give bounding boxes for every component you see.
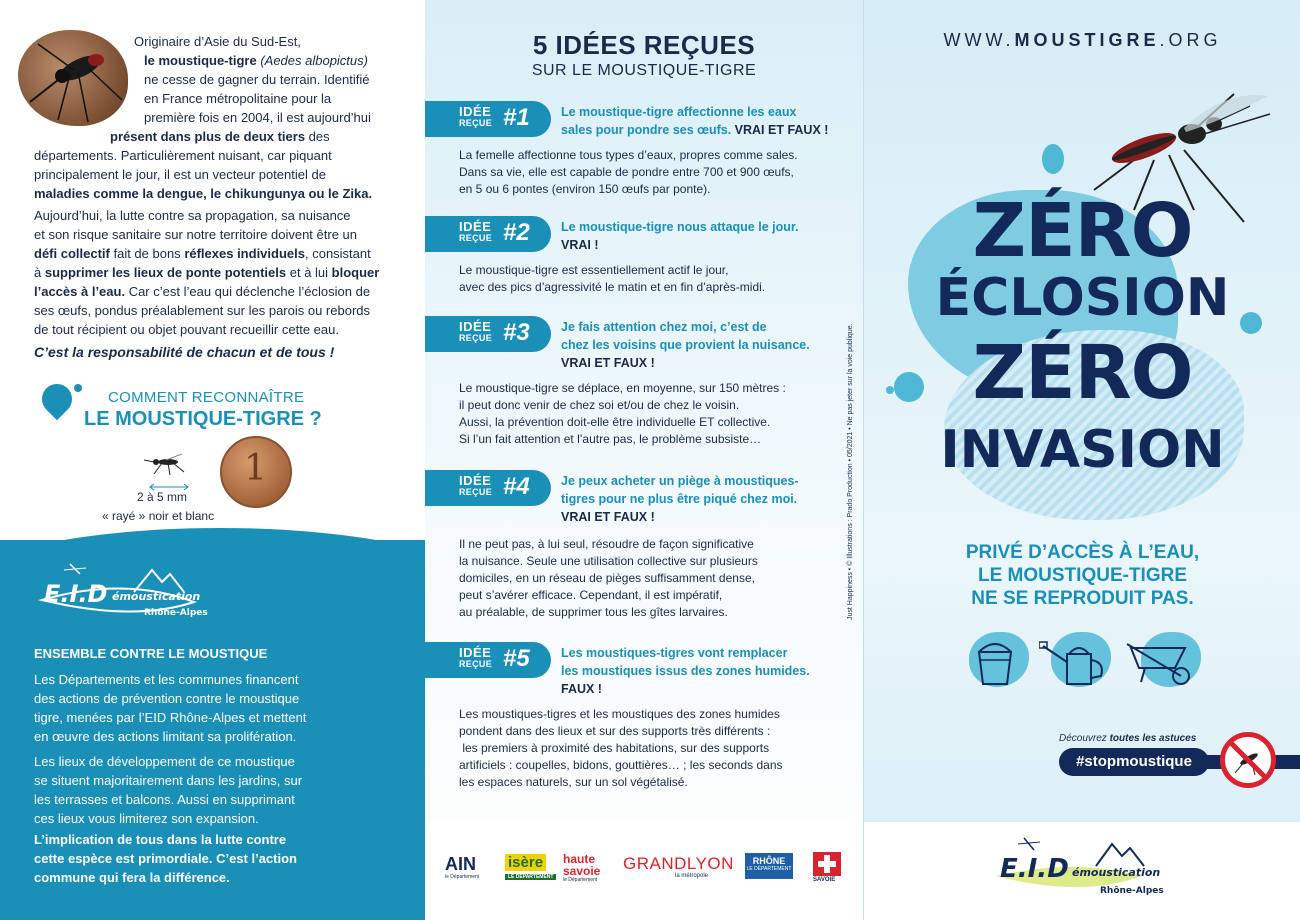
logo-haute-savoie-sub: le Département (563, 877, 598, 883)
bucket-icon (973, 638, 1017, 693)
eid-logo-footer: E.I.D émoustication Rhône-Alpes (992, 836, 1172, 906)
intro-text: Originaire d’Asie du Sud-Est, le moustique-tigre (Aedes albopictus) ne cesse de gagner du terrain. Identifié en France métropolitaine pour la première fois en 2004, il est aujourd’hui présent dans plus de deux tiers des départements. Particulièrement nuisant, car piquant principalement le jour, il est un vecteur potentiel de maladies comme la dengue, le chikungunya ou le Zika. (34, 34, 373, 201)
size-label: 2 à 5 mm (137, 490, 188, 504)
eclosion: ÉCLOSION (935, 268, 1230, 328)
idea-badge: IDÉE REÇUE #5 (425, 642, 551, 678)
idea-badge: IDÉE REÇUE #2 (425, 216, 551, 252)
no-mosquito-icon (1220, 732, 1276, 788)
ideas-subtitle: SUR LE MOUSTIQUE-TIGRE (531, 62, 757, 79)
right-panel (863, 0, 1300, 920)
logo-rhone: RHÔNE LE DÉPARTEMENT (745, 853, 793, 879)
eid-logo: E.I.D émoustication Rhône-Alpes (34, 556, 214, 626)
recognize-heading-line1: COMMENT RECONNAÎTRE (108, 389, 305, 406)
invasion: INVASION (940, 420, 1225, 480)
zero-1: ZÉRO (972, 188, 1193, 274)
zero-2: ZÉRO (972, 330, 1193, 416)
idea-answer: Les moustiques-tigres et les moustiques des zones humides pondent dans des lieux et sur des supports très différents : les premiers à proximité des habitations, sur des supports artificiels : coupelles, bidons, gouttières… ; les seconds dans les espaces naturels, sur un sol végétalisé. (459, 707, 783, 789)
together-paragraph-2: Les lieux de développement de ce moustique se situent majoritairement dans les jardins, sur les terrasses et balcons. Aussi en supprimant ces lieux vous limiterez son expansion. (34, 754, 303, 826)
website[interactable]: WWW.MOUSTIGRE.ORG (943, 30, 1222, 50)
wheelbarrow-icon (1125, 642, 1201, 693)
idea-question: Je fais attention chez moi, c’est de chez les voisins que provient la nuisance. VRAI ET FAUX ! (561, 320, 810, 370)
idea-badge: IDÉE REÇUE #1 (425, 101, 551, 137)
logo-savoie-label: SAVOIE (813, 877, 836, 883)
logo-isere-sub: LE DÉPARTEMENT (505, 874, 556, 880)
idea-question: Je peux acheter un piège à moustiques- tigres pour ne plus être piqué chez moi. VRAI ET FAUX ! (561, 474, 799, 524)
container-icons (959, 628, 1209, 698)
hashtag-badge[interactable]: #stopmoustique (1059, 748, 1209, 776)
idea-answer: Il ne peut pas, à lui seul, résoudre de façon significative la nuisance. Seule une utilisation collective sur plusieurs domiciles, en un réseau de pièges suffisamment dense, peut s’avérer efficace. Cependant, il est impératif, au préalable, de supprimer tous les gîtes larvaires. (459, 537, 758, 619)
together-title: ENSEMBLE CONTRE LE MOUSTIQUE (34, 646, 268, 661)
logo-ain-sub: le Département (445, 874, 480, 880)
small-mosquito-icon (140, 450, 190, 478)
idea-answer: Le moustique-tigre est essentiellement actif le jour, avec des pics d’agressivité le matin et en fin d’après-midi. (459, 263, 766, 294)
recognize-heading-line2: LE MOUSTIQUE-TIGRE ? (84, 408, 322, 430)
size-arrow-icon (148, 478, 190, 486)
idea-badge: IDÉE REÇUE #4 (425, 470, 551, 506)
stripes-label: « rayé » noir et blanc (102, 509, 215, 523)
small-drop-icon (74, 384, 82, 392)
idea-badge: IDÉE REÇUE #3 (425, 316, 551, 352)
slogan: C’est la responsabilité de chacun et de tous ! (34, 344, 335, 360)
logo-ain: AIN (445, 854, 476, 874)
credit-line: Just Happiness • © Illustrations : Prado Production • 05/2021 • Ne pas jeter sur la voie publique. (847, 323, 854, 620)
watering-can-icon (1039, 638, 1109, 693)
water-drop-icon (36, 378, 78, 420)
logo-savoie: savoie (563, 864, 601, 878)
idea-question: Les moustiques-tigres vont remplacer les moustiques issus des zones humides. FAUX ! (561, 646, 810, 696)
middle-panel (425, 0, 863, 920)
idea-answer: La femelle affectionne tous types d’eaux, propres comme sales. Dans sa vie, elle est capable de pondre entre 700 et 900 œufs, en 5 ou 6 pontes (environ 150 œufs par ponte). (459, 148, 798, 196)
tagline: PRIVÉ D’ACCÈS À L’EAU, LE MOUSTIQUE-TIGRE NE SE REPRODUIT PAS. (965, 542, 1200, 609)
logo-grandlyon: GRANDLYON (623, 854, 734, 873)
left-panel (0, 0, 425, 920)
idea-question: Le moustique-tigre nous attaque le jour. VRAI ! (561, 220, 799, 252)
logo-grandlyon-sub: la métropole (675, 873, 709, 879)
logo-isere: isère (505, 854, 546, 871)
idea-question: Le moustique-tigre affectionne les eaux sales pour pondre ses œufs. VRAI ET FAUX ! (561, 105, 829, 137)
discover-label: Découvrez toutes les astuces (1059, 733, 1197, 744)
prevention-paragraph: Aujourd’hui, la lutte contre sa propagation, sa nuisance et son risque sanitaire sur notre territoire doivent être un défi collectif fait de bons réflexes individuels, consistant à supprimer les lieux de ponte potentiels et à lui bloquer l’accès à l’eau. Car c’est l’eau qui déclenche l’éclosion de ses œufs, pondus préalablement sur les parois ou rebords de tout récipient ou objet pouvant recueillir cette eau. (34, 208, 380, 337)
savoie-flag-icon (813, 852, 841, 876)
idea-answer: Le moustique-tigre se déplace, en moyenne, sur 150 mètres : il peut donc venir de chez soi et/ou de chez le voisin. Aussi, la prévention doit-elle être individuelle ET collective. Si l’un fait attention et l’autre pas, le problème subsiste… (459, 381, 786, 446)
together-paragraph-3: L’implication de tous dans la lutte contre cette espèce est primordiale. C’est l’action commune qui fera la différence. (34, 832, 297, 885)
together-paragraph-1: Les Départements et les communes financent des actions de prévention contre le moustique tigre, menées par l’EID Rhône-Alpes et mettent en œuvre des actions limitant sa prolifération. (34, 672, 307, 744)
logo-haute: haute (563, 852, 596, 866)
ideas-title: 5 IDÉES REÇUES (532, 30, 756, 60)
drop-icon (1042, 144, 1064, 174)
one-cent-coin: 1 (220, 436, 292, 508)
